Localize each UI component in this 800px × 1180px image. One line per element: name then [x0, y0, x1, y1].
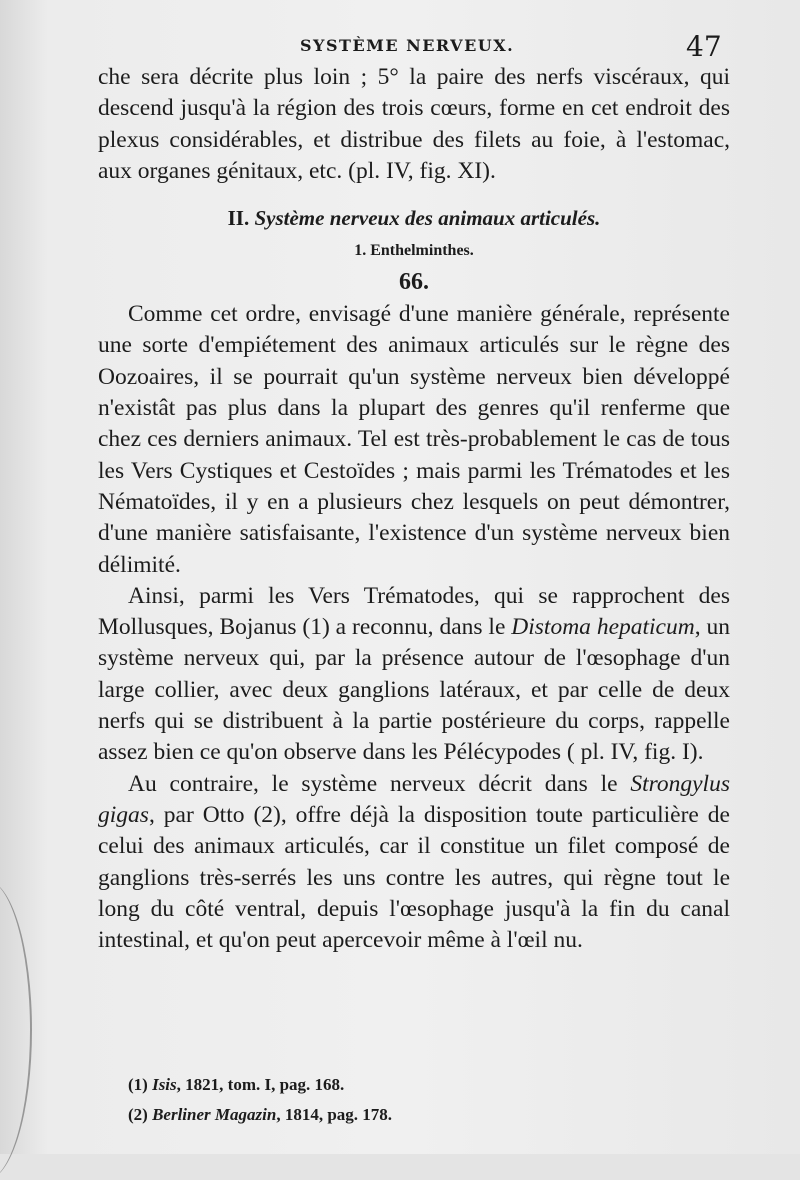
- paragraph-3-a: Au contraire, le système nerveux décrit dans le: [128, 770, 631, 797]
- body-text: [98, 62, 730, 956]
- footnote-2-source: Berliner Magazin: [152, 1105, 277, 1124]
- footnote-1-mark: (1): [128, 1075, 148, 1094]
- paragraph-continued: che sera décrite plus loin ; 5° la paire des nerfs viscéraux, qui descend jusqu'à la région des trois cœurs, forme en cet endroit des plexus considérables, et distribue des filets au foie, à l'estomac, aux organes génitaux, etc. (pl. IV, fig. XI).: [98, 64, 730, 184]
- footnote-1-source: Isis: [152, 1075, 177, 1094]
- subsection-heading: 1. Enthelminthes.: [354, 242, 474, 260]
- section-heading: [98, 203, 730, 233]
- paragraph-number: 66.: [399, 269, 429, 296]
- footnotes: [128, 1070, 728, 1130]
- paragraph-3: [98, 769, 730, 957]
- paragraph-2-a: Ainsi, parmi les Vers Trématodes, qui se rapprochent des Mollusques, Bojanus (1) a reconnu, dans le: [98, 582, 730, 641]
- paragraph-3-b: , par Otto (2), offre déjà la disposition toute particulière de celui des animaux articulés, car il constitue un filet composé de ganglions très-serrés les uns contre les autres, qui règne tout le long du côté ventral, depuis l'œsophage jusqu'à la fin du canal intestinal, et qu'on peut apercevoir même à l'œil nu.: [98, 801, 730, 954]
- species-name-distoma: Distoma hepaticum: [511, 614, 695, 641]
- section-number: II.: [227, 206, 250, 231]
- species-name-strongylus: Strongylus gigas: [98, 770, 730, 828]
- paragraph-2: [98, 581, 730, 769]
- running-head: SYSTÈME NERVEUX.: [300, 36, 515, 55]
- page-edge-curve: [0, 880, 32, 1180]
- footnote-2: [128, 1100, 728, 1130]
- footnote-2-ref: , 1814, pag. 178.: [276, 1105, 393, 1124]
- paragraph-2-b: , un système nerveux qui, par la présence autour de l'œsophage d'un large collier, avec deux ganglions latéraux, et par celle de deux nerfs qui se distribuent à la partie postérieure du corps, rappelle assez bien ce qu'on observe dans les Pélécypodes ( pl. IV, fig. I).: [98, 614, 730, 766]
- paragraph-1: Comme cet ordre, envisagé d'une manière générale, représente une sorte d'empiétement des animaux articulés sur le règne des Oozoaires, il se pourrait qu'un système nerveux bien développé n'existât pas plus dans la plupart des genres qu'il renferme que chez ces derniers animaux. Tel est très-probablement le cas de tous les Vers Cystiques et Cestoïdes ; mais parmi les Trématodes et les Nématoïdes, il y en a plusieurs chez lesquels on peut démontrer, d'une manière satisfaisante, l'existence d'un système nerveux bien délimité.: [98, 301, 730, 578]
- page-header: [0, 30, 800, 64]
- section-title: Système nerveux des animaux articulés.: [254, 206, 601, 231]
- page-number: 47: [686, 30, 722, 63]
- footnote-1-ref: , 1821, tom. I, pag. 168.: [176, 1075, 345, 1094]
- footnote-2-mark: (2): [128, 1105, 148, 1124]
- footnote-1: [128, 1070, 728, 1100]
